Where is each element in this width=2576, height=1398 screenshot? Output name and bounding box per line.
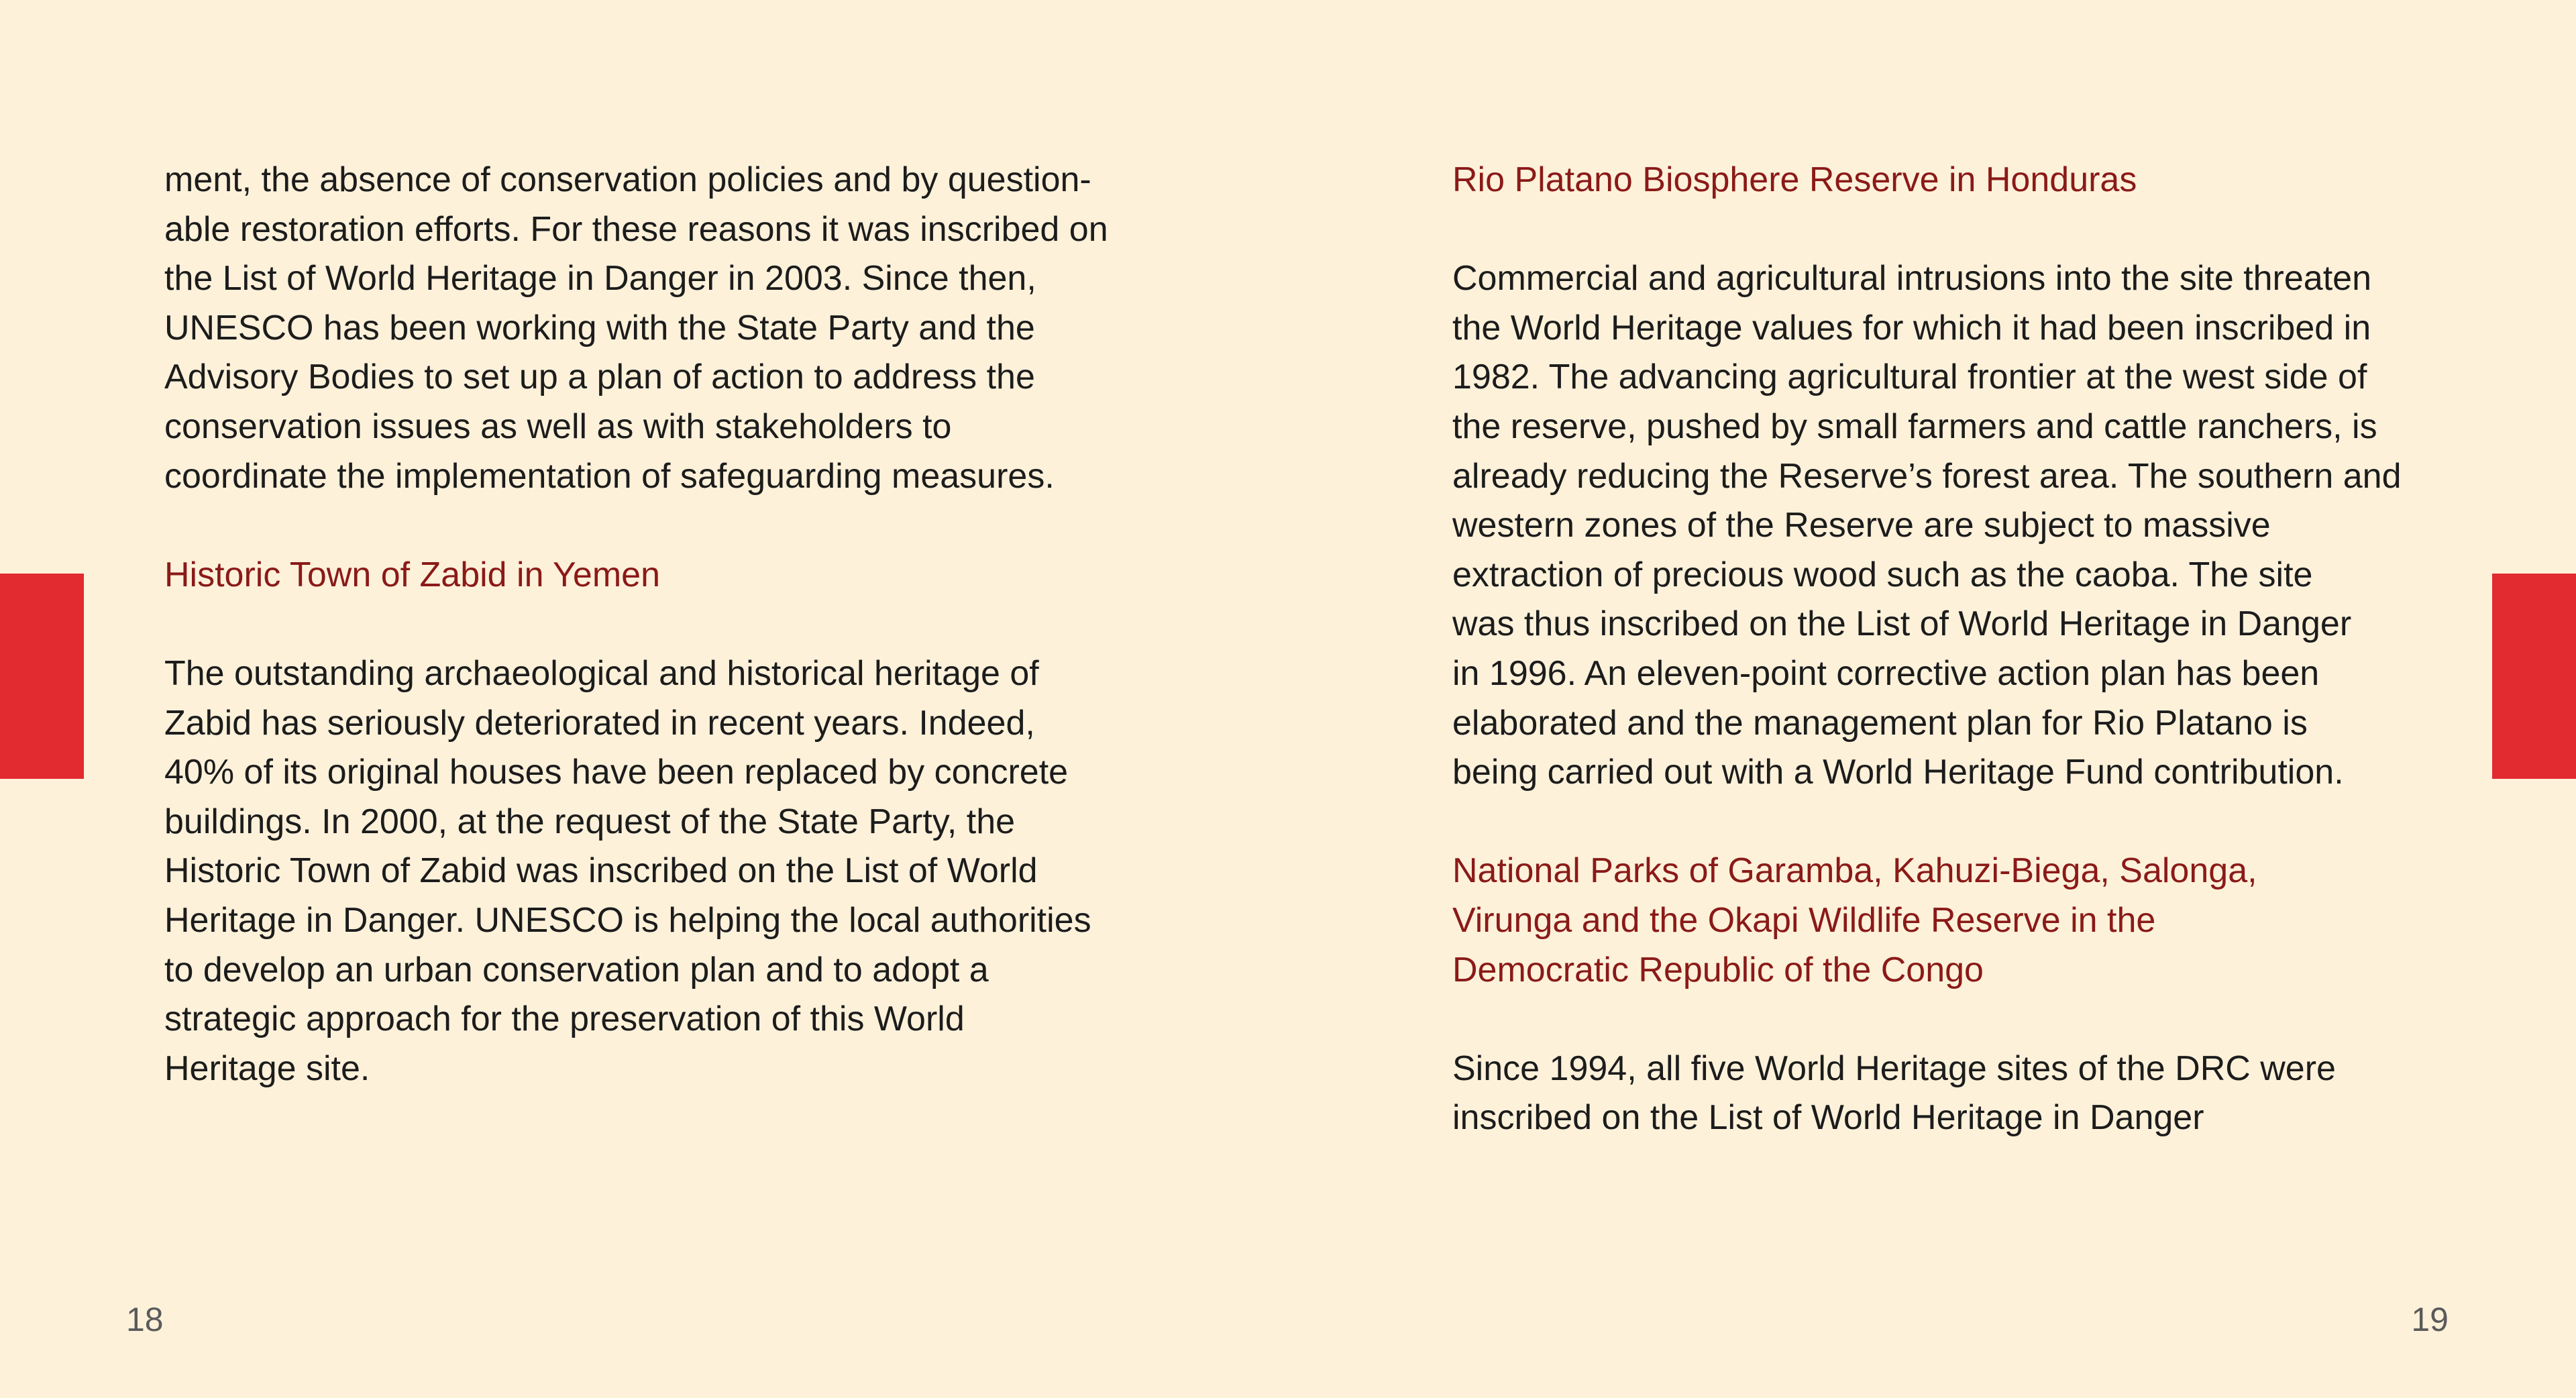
text-line: extraction of precious wood such as the caoba. The site: [1452, 555, 2313, 594]
text-line: being carried out with a World Heritage Fund contribution.: [1452, 753, 2344, 792]
text-line: UNESCO has been working with the State Party and the: [164, 308, 1035, 347]
text-line: able restoration efforts. For these reasons it was inscribed on: [164, 209, 1108, 249]
section-heading-drc: [1452, 847, 2459, 995]
intro-paragraph: [164, 156, 1171, 501]
text-line: Heritage in Danger. UNESCO is helping the local authorities: [164, 900, 1091, 940]
text-line: ment, the absence of conservation policies and by question-: [164, 160, 1091, 199]
text-line: buildings. In 2000, at the request of the State Party, the: [164, 802, 1016, 841]
drc-paragraph: [1452, 1044, 2459, 1143]
text-line: coordinate the implementation of safeguarding measures.: [164, 456, 1055, 496]
text-line: inscribed on the List of World Heritage in Danger: [1452, 1098, 2204, 1138]
text-line: elaborated and the management plan for Rio Platano is: [1452, 703, 2308, 743]
zabid-paragraph: [164, 649, 1171, 1093]
rio-platano-paragraph: [1452, 254, 2459, 798]
text-line: Commercial and agricultural intrusions into the site threaten: [1452, 259, 2372, 299]
text-line: The outstanding archaeological and historical heritage of: [164, 653, 1039, 693]
text-line: Advisory Bodies to set up a plan of action to address the: [164, 358, 1035, 397]
text-line: the World Heritage values for which it had been inscribed in: [1452, 308, 2371, 347]
text-line: strategic approach for the preservation of this World: [164, 1000, 965, 1039]
text-line: 40% of its original houses have been replaced by concrete: [164, 753, 1069, 792]
left-page-column: [164, 156, 1171, 1093]
text-line: to develop an urban conservation plan and to adopt a: [164, 950, 989, 989]
heading-line: National Parks of Garamba, Kahuzi-Biega, Salonga,: [1452, 851, 2257, 891]
text-line: western zones of the Reserve are subject to massive: [1452, 506, 2271, 545]
left-red-tab: [0, 574, 84, 779]
right-red-tab: [2492, 574, 2576, 779]
heading-line: Democratic Republic of the Congo: [1452, 950, 1984, 989]
text-line: in 1996. An eleven-point corrective action plan has been: [1452, 653, 2320, 693]
text-line: Historic Town of Zabid was inscribed on the List of World: [164, 851, 1038, 891]
heading-line: Virunga and the Okapi Wildlife Reserve in the: [1452, 900, 2156, 940]
right-page-column: [1452, 156, 2459, 1143]
text-line: Since 1994, all five World Heritage sites of the DRC were: [1452, 1048, 2336, 1088]
text-line: Heritage site.: [164, 1048, 370, 1088]
page-number-left: 18: [126, 1301, 164, 1338]
text-line: 1982. The advancing agricultural frontier at the west side of: [1452, 358, 2367, 397]
text-line: was thus inscribed on the List of World Heritage in Danger: [1452, 604, 2352, 644]
text-line: Zabid has seriously deteriorated in recent years. Indeed,: [164, 703, 1035, 743]
section-heading-rio-platano: Rio Platano Biosphere Reserve in Honduras: [1452, 160, 2137, 199]
page-number-right: 19: [2411, 1301, 2449, 1338]
text-line: the List of World Heritage in Danger in 2003. Since then,: [164, 259, 1036, 299]
section-heading-zabid: Historic Town of Zabid in Yemen: [164, 555, 660, 594]
text-line: the reserve, pushed by small farmers and cattle ranchers, is: [1452, 407, 2377, 446]
text-line: conservation issues as well as with stakeholders to: [164, 407, 952, 446]
text-line: already reducing the Reserve’s forest area. The southern and: [1452, 456, 2402, 496]
